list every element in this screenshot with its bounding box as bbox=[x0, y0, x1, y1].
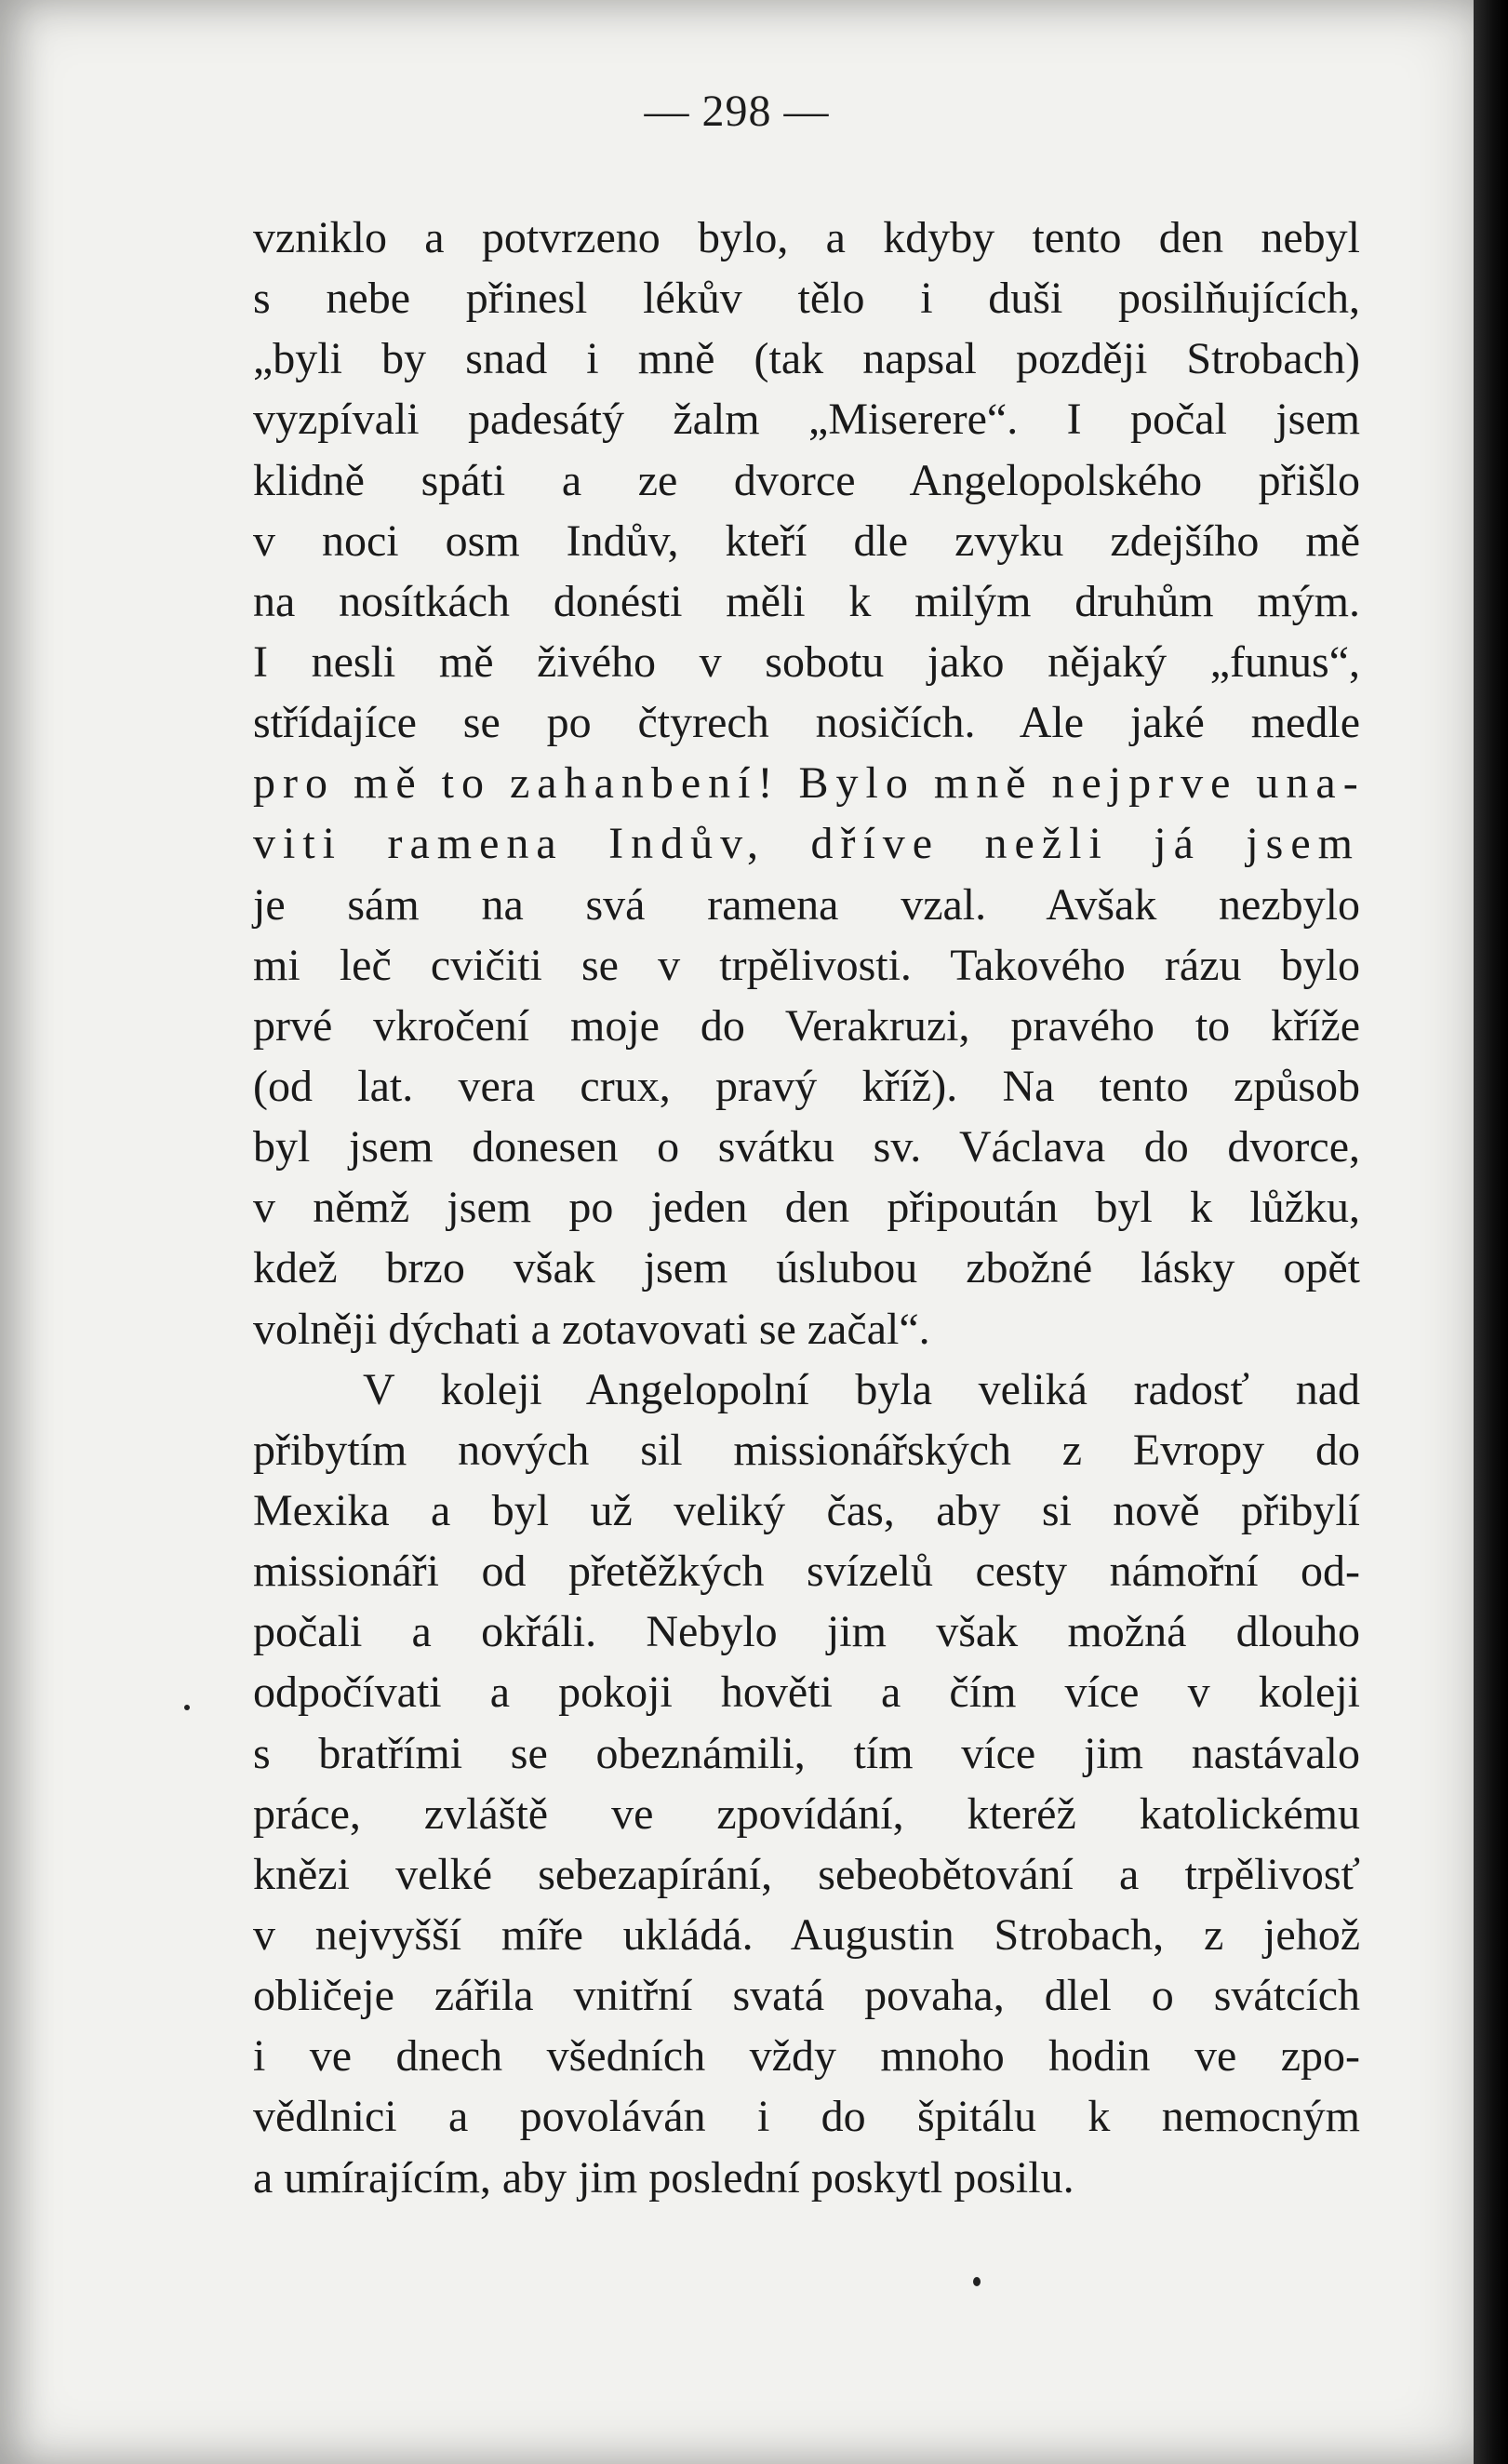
text-line: vědlnici a povoláván i do špitálu k nemocným bbox=[253, 2092, 1360, 2142]
page-number: — 298 — bbox=[644, 87, 830, 136]
text-line: v němž jsem po jeden den připoután byl k lůžku, bbox=[253, 1183, 1360, 1233]
text-line: vyzpívali padesátý žalm „Miserere“. I počal jsem bbox=[253, 395, 1360, 445]
ink-speck bbox=[973, 2277, 981, 2286]
text-line-paragraph-end: volněji dýchati a zotavovati se začal“. bbox=[253, 1304, 930, 1354]
text-line-spaced: pro mě to zahanbení! Bylo mně nejprve una- bbox=[253, 758, 1366, 809]
text-line: s bratřími se obeznámili, tím více jim nastávalo bbox=[253, 1728, 1360, 1778]
text-line: Mexika a byl už veliký čas, aby si nově přibylí bbox=[253, 1485, 1360, 1535]
text-line: knězi velké sebezapírání, sebeobětování a trpělivosť bbox=[253, 1849, 1360, 1899]
text-line: na nosítkách donésti měli k milým druhům mým. bbox=[253, 576, 1360, 626]
text-line: v nejvyšší míře ukládá. Augustin Strobach, z jehož bbox=[253, 1909, 1360, 1960]
text-line: práce, zvláště ve zpovídání, kteréž katolickému bbox=[253, 1788, 1360, 1839]
text-line: střídajíce se po čtyrech nosičích. Ale jaké medle bbox=[253, 698, 1360, 748]
text-line: obličeje zářila vnitřní svatá povaha, dlel o svátcích bbox=[253, 1971, 1360, 2021]
text-line: odpočívati a pokoji hověti a čím více v koleji bbox=[253, 1667, 1360, 1718]
text-line-spaced: viti ramena Indův, dříve nežli já jsem bbox=[253, 819, 1360, 869]
text-line: byl jsem donesen o svátku sv. Václava do dvorce, bbox=[253, 1122, 1360, 1172]
text-line: s nebe přinesl lékův tělo i duši posilňujících, bbox=[253, 274, 1360, 324]
text-line: missionáři od přetěžkých svízelů cesty námořní od- bbox=[253, 1547, 1360, 1597]
text-line: v noci osm Indův, kteří dle zvyku zdejšího mě bbox=[253, 516, 1360, 566]
page-edge-shadow bbox=[1474, 0, 1508, 2464]
text-line: I nesli mě živého v sobotu jako nějaký „funus“, bbox=[253, 636, 1360, 687]
ink-speck bbox=[184, 1705, 190, 1710]
text-line: mi leč cvičiti se v trpělivosti. Takového rázu bylo bbox=[253, 940, 1360, 990]
text-line: vzniklo a potvrzeno bylo, a kdyby tento den nebyl bbox=[253, 213, 1360, 262]
text-line: i ve dnech všedních vždy mnoho hodin ve zpo- bbox=[253, 2031, 1360, 2082]
text-line: „byli by snad i mně (tak napsal později Strobach) bbox=[253, 334, 1360, 384]
text-line: přibytím nových sil missionářských z Evropy do bbox=[253, 1425, 1360, 1475]
text-line-paragraph-start: V koleji Angelopolní byla veliká radosť nad bbox=[363, 1364, 1360, 1414]
text-line: (od lat. vera crux, pravý kříž). Na tento způsob bbox=[253, 1061, 1360, 1111]
text-line: počali a okřáli. Nebylo jim však možná dlouho bbox=[253, 1607, 1360, 1657]
text-line: kdež brzo však jsem úslubou zbožné lásky opět bbox=[253, 1243, 1360, 1293]
text-line: je sám na svá ramena vzal. Avšak nezbylo bbox=[253, 879, 1360, 930]
text-line: klidně spáti a ze dvorce Angelopolského přišlo bbox=[253, 455, 1360, 505]
text-line-paragraph-end: a umírajícím, aby jim poslední poskytl posilu. bbox=[253, 2152, 1074, 2203]
body-text bbox=[253, 208, 1366, 2208]
text-line: prvé vkročení moje do Verakruzi, pravého to kříže bbox=[253, 1000, 1360, 1051]
